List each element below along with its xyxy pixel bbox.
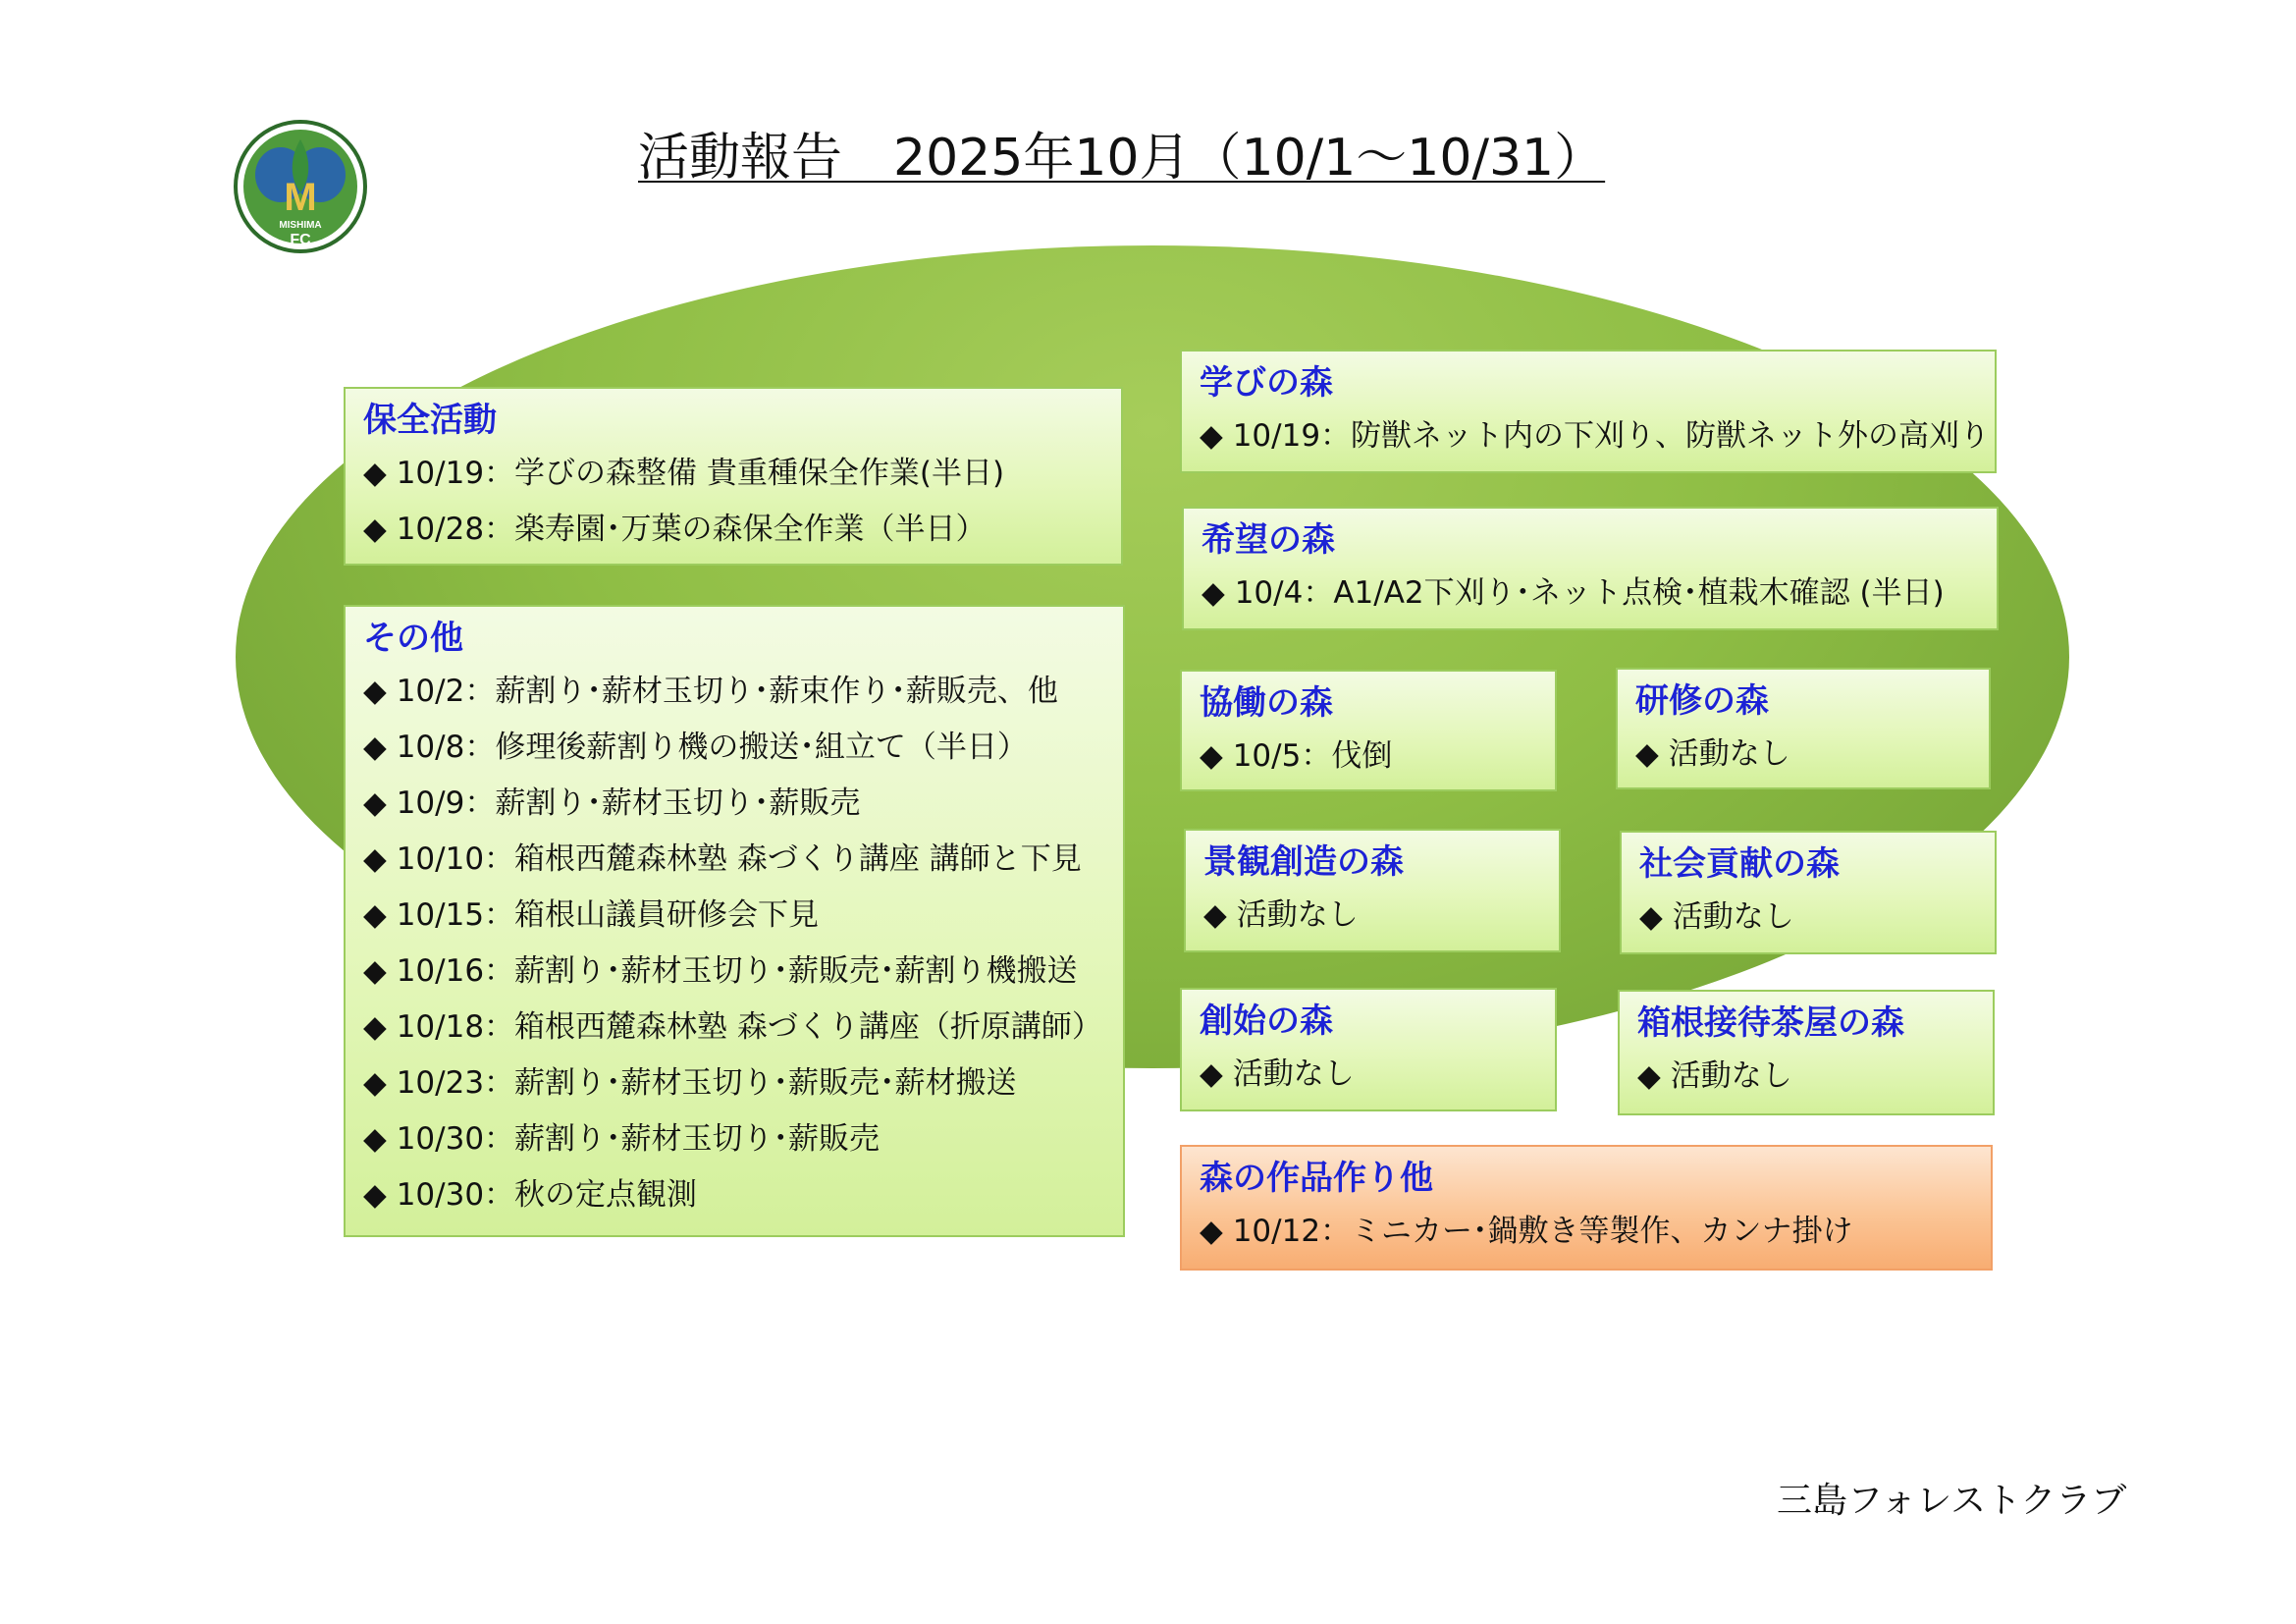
section-kibou [1182,507,1999,630]
section-heading: 保全活動 [363,401,497,440]
activity-item: ◆ 10/18：箱根西麓森林塾 森づくり講座（折原講師） [363,1000,1105,1056]
svg-text:FC: FC [290,232,311,248]
activity-item: ◆ 10/28：楽寿園･万葉の森保全作業（半日） [363,502,1103,558]
activity-item: ◆ 活動なし [1203,888,1541,944]
activity-item: ◆ 10/19：防獣ネット内の下刈り、防獣ネット外の高刈り [1200,408,1977,464]
activity-item: ◆ 10/16：薪割り･薪材玉切り･薪販売･薪割り機搬送 [363,944,1105,1000]
activity-item: ◆ 活動なし [1637,1049,1975,1105]
club-logo [230,120,371,253]
section-sakuhin [1180,1145,1993,1271]
activity-item: ◆ 10/4：A1/A2下刈り･ネット点検･植栽木確認 (半日) [1201,566,1979,622]
activity-item: ◆ 10/30：薪割り･薪材玉切り･薪販売 [363,1111,1105,1167]
page-title: 活動報告 2025年10月（10/1～10/31） [638,129,1606,188]
activity-item: ◆ 10/5：伐倒 [1200,729,1537,785]
section-hozen [344,387,1123,566]
section-heading: 希望の森 [1201,520,1335,560]
activity-item: ◆ 10/10：箱根西麓森林塾 森づくり講座 講師と下見 [363,832,1105,888]
section-soushi [1180,988,1557,1111]
activity-item: ◆ 10/15：箱根山議員研修会下見 [363,888,1105,944]
svg-text:MISHIMA: MISHIMA [279,220,322,231]
section-heading: 箱根接待茶屋の森 [1637,1003,1904,1043]
section-keikan [1184,829,1561,952]
organization-name: 三島フォレストクラブ [1777,1481,2127,1521]
activity-item: ◆ 活動なし [1639,890,1977,946]
activity-item: ◆ 10/19：学びの森整備 貴重種保全作業(半日) [363,446,1103,502]
activity-item: ◆ 10/23：薪割り･薪材玉切り･薪販売･薪材搬送 [363,1056,1105,1111]
section-heading: 森の作品作り他 [1200,1159,1433,1198]
activity-item: ◆ 10/12：ミニカー･鍋敷き等製作、カンナ掛け [1200,1204,1973,1260]
section-heading: 協働の森 [1200,683,1333,723]
section-heading: 創始の森 [1200,1001,1333,1041]
section-heading: 景観創造の森 [1203,842,1404,882]
section-heading: その他 [363,619,463,658]
section-heading: 学びの森 [1200,363,1333,403]
activity-item: ◆ 活動なし [1635,727,1971,783]
section-manabi [1180,350,1997,473]
activity-item: ◆ 10/8：修理後薪割り機の搬送･組立て（半日） [363,720,1105,776]
section-hakone [1618,990,1995,1115]
activity-item: ◆ 10/2：薪割り･薪材玉切り･薪束作り･薪販売、他 [363,664,1105,720]
section-shakai [1620,831,1997,954]
activity-item: ◆ 活動なし [1200,1047,1537,1103]
section-kyoudou [1180,670,1557,791]
section-heading: 社会貢献の森 [1639,844,1840,884]
section-sonota [344,605,1125,1237]
activity-item: ◆ 10/30：秋の定点観測 [363,1167,1105,1223]
activity-item: ◆ 10/9：薪割り･薪材玉切り･薪販売 [363,776,1105,832]
svg-text:M: M [284,176,317,219]
section-heading: 研修の森 [1635,681,1769,721]
section-kenshu [1616,668,1991,789]
